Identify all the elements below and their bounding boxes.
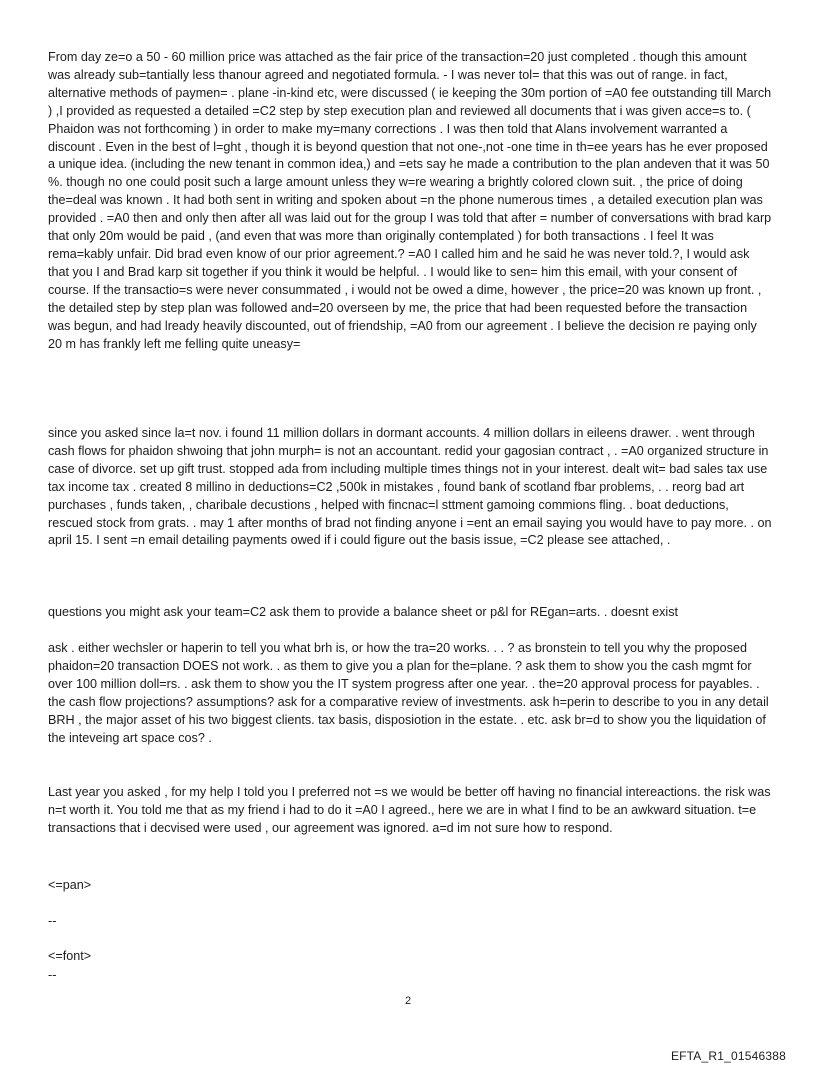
paragraph-ask-list: ask . either wechsler or haperin to tell you what brh is, or how the tra=20 works. . . ? as bronstein to tell you why the proposed phaidon=20 transaction DOES not work. . as them to give you a plan for the=plane. ? ask them to show you the cash mgmt for over 100 million doll=rs. . ask them to show you the IT system progress after one year. . the=20 approval process for payables. . the cash flow projections? assumptions? ask for a comparative review of investments. ask h=perin to describe to you in any detail BRH , the major asset of his two biggest clients. tax basis, disposiotion in the estate. . etc. ask br=d to show you the liquidation of the inteveing art space cos? .: [48, 641, 769, 745]
separator-dashes: --: [48, 914, 57, 928]
paragraph-since-you-asked: since you asked since la=t nov. i found 11 million dollars in dormant accounts. 4 million dollars in eileens drawer. . went through cash flows for phaidon shwoing that john murph= is not an accountant. redid your gagosian contract , . =A0 organized structure in case of divorce. set up gift trust. stopped ada from including multiple times things not in your interest. dealt wit= bad sales tax use tax income tax . created 8 millino in deductions=C2 ,500k in mistakes , found bank of scotland fbar problems, . . reorg bad art purchases , funds taken, , charibale decustions , helped with fincnac=l sttment gamoing commions fling. . boat deductions, rescued stock from grats. . may 1 after months of brad not finding anyone i =ent an email saying you would have to pay more. . on april 15. I sent =n email detailing payments owed if i could figure out the basis issue, =C2 please see attached, .: [48, 426, 772, 548]
document-id: EFTA_R1_01546388: [670, 1049, 786, 1063]
separator-dashes: --: [48, 968, 57, 982]
paragraph-transaction-price: From day ze=o a 50 - 60 million price was attached as the fair price of the transaction=20 just completed . though this amount was already sub=tantially less thanour agreed and negotiated formula. - I was never tol= that this was out of range. in fact, alternative methods of paymen= . plane -in-kind etc, were discussed ( ie keeping the 30m portion of =A0 fee outstanding till March ) ,I provided as requested a detailed =C2 step by step execution plan and reviewed all documents that i was given acce=s to. ( Phaidon was not forthcoming ) in order to make my=many corrections . I was then told that Alans involvement warranted a discount . Even in the best of l=ght , though it is beyond question that not one-,not -one time in th=ee years has he ever proposed a unique idea. (including the new tenant in common idea,) and =ets say he made a contribution to the plan andeven that it was 50 %. though no one could posit such a large amount unless they w=re wearing a brightly colored clown suit. , the price of doing the=deal was known . It had both sent in writing and spoken about =n the phone numerous times , a detailed execution plan was provided . =A0 then and only then after all was laid out for the group I was told that after = number of conversations with brad karp that only 20m would be paid , (and even that was more than originally contemplated ) for both transactions . I feel It was rema=kably unfair. Did brad even know of our prior agreement.? =A0 I called him and he said he was never told.?, I would ask that you I and Brad karp sit together if you think it would be helpful. . I would like to sen= him this email, with your consent of course. If the transactio=s were never consummated , i would not be owed a dime, however , the price=20 was known up front. , the detailed step by step plan was followed and=20 overseen by me, the price that had been requested before the transaction was begun, and had lready heavily discounted, out of friendship, =A0 from our agreement . I believe the decision re paying only 20 m has frankly left me felling quite uneasy=: [48, 50, 772, 351]
paragraph-questions-for-team: questions you might ask your team=C2 ask them to provide a balance sheet or p&l for REgan=arts. . doesnt exist: [48, 605, 679, 619]
span-tag-text: <=pan>: [48, 878, 92, 892]
page-number: 2: [404, 995, 412, 1007]
paragraph-last-year: Last year you asked , for my help I told you I preferred not =s we would be better off having no financial intereactions. the risk was n=t worth it. You told me that as my friend i had to do it =A0 I agreed., here we are in what I find to be an awkward situation. t=e transactions that i decvised were used , our agreement was ignored. a=d im not sure how to respond.: [48, 785, 771, 835]
font-tag-text: <=font>: [48, 949, 92, 963]
